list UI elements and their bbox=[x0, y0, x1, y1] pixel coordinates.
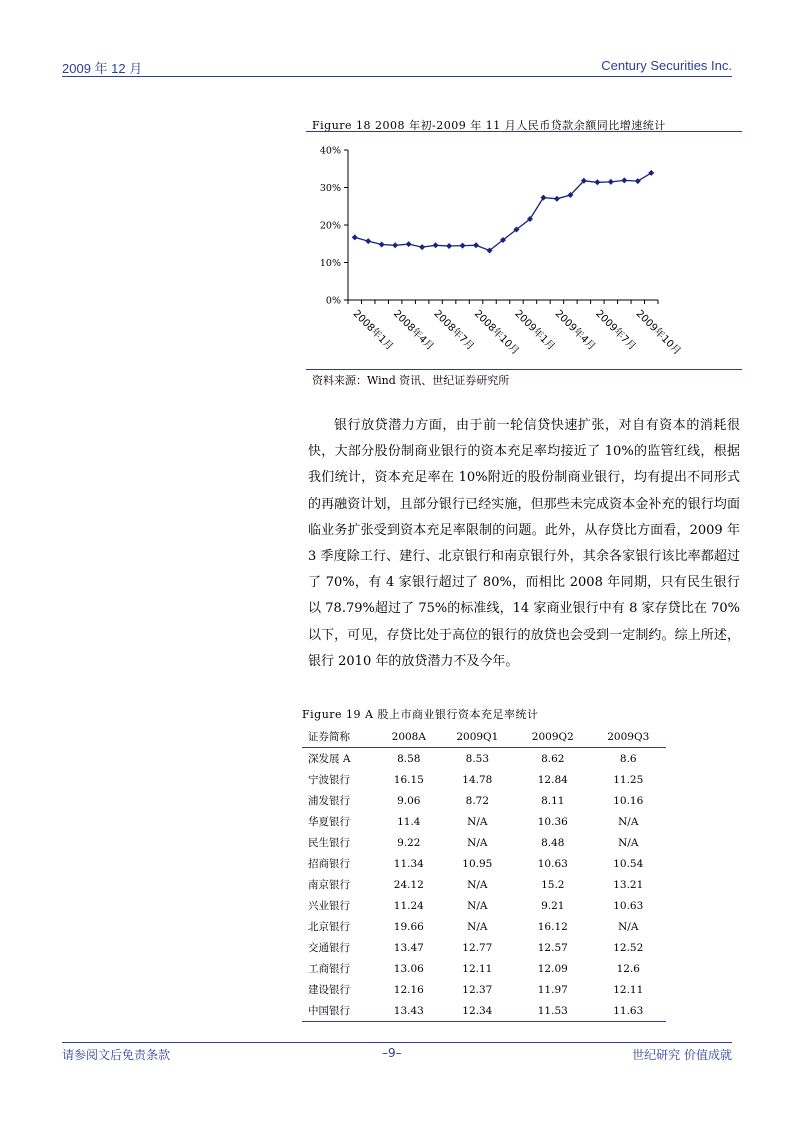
table-cell: 北京银行 bbox=[308, 921, 350, 933]
table-cell: 8.53 bbox=[465, 752, 490, 765]
table-header-cell: 2009Q3 bbox=[591, 726, 666, 748]
table-cell: 南京银行 bbox=[308, 879, 350, 891]
table-cell: N/A bbox=[467, 878, 488, 891]
table-cell: 12.84 bbox=[537, 773, 568, 786]
y-tick-label: 20% bbox=[319, 220, 341, 232]
y-tick-label: 30% bbox=[319, 183, 341, 194]
table-cell: 10.63 bbox=[613, 899, 644, 912]
figure18-title: Figure 18 2008 年初-2009 年 11 月人民币贷款余额同比增速统计 bbox=[312, 119, 666, 132]
table-cell: 12.77 bbox=[462, 941, 493, 954]
table-row bbox=[302, 748, 666, 770]
footer-slogan: 世纪研究 价值成就 bbox=[632, 1048, 732, 1062]
table-cell: 14.78 bbox=[462, 773, 493, 786]
table-cell: 12.09 bbox=[537, 962, 568, 975]
data-point bbox=[621, 177, 627, 183]
table-cell: 12.52 bbox=[613, 941, 644, 954]
table-cell: 11.4 bbox=[397, 815, 421, 828]
figure18-bottom-rule bbox=[306, 369, 742, 370]
data-point bbox=[365, 238, 371, 244]
y-tick-label: 10% bbox=[319, 258, 341, 269]
data-point bbox=[379, 242, 385, 248]
table-cell: 16.15 bbox=[393, 773, 424, 786]
table-cell: 12.34 bbox=[440, 1000, 515, 1022]
x-tick-label: 2009年7月 bbox=[593, 308, 638, 353]
table-cell: 15.2 bbox=[541, 878, 565, 891]
table-cell: 深发展 A bbox=[308, 753, 351, 765]
table-cell: 民生银行 bbox=[308, 837, 350, 849]
table-cell: 10.36 bbox=[537, 815, 568, 828]
table-cell: 10.54 bbox=[613, 857, 644, 870]
table-cell: 11.63 bbox=[591, 1000, 666, 1022]
table-cell: 交通银行 bbox=[308, 942, 350, 954]
page-number: –9– bbox=[382, 1046, 402, 1060]
table-cell: 11.53 bbox=[515, 1000, 590, 1022]
table-cell: 12.57 bbox=[537, 941, 568, 954]
table-header-row bbox=[302, 726, 666, 748]
table-cell: N/A bbox=[618, 836, 639, 849]
data-point bbox=[473, 242, 479, 248]
table-cell: 8.58 bbox=[397, 752, 421, 765]
table-cell: 12.6 bbox=[616, 962, 640, 975]
table-cell: 9.21 bbox=[541, 899, 565, 912]
table-cell: 8.72 bbox=[465, 794, 490, 807]
table-cell: 11.97 bbox=[537, 983, 568, 996]
table-row bbox=[302, 832, 666, 853]
table-cell: 华夏银行 bbox=[308, 816, 350, 828]
table-header-cell: 证券简称 bbox=[302, 726, 378, 748]
header-divider bbox=[62, 76, 732, 77]
data-point bbox=[594, 179, 600, 185]
data-point bbox=[635, 178, 641, 184]
table-cell: 16.12 bbox=[537, 920, 568, 933]
table-row bbox=[302, 853, 666, 874]
table-cell: 9.06 bbox=[397, 794, 421, 807]
table-row bbox=[302, 790, 666, 811]
data-point bbox=[460, 243, 466, 249]
table-cell: 19.66 bbox=[393, 920, 424, 933]
table-cell: N/A bbox=[467, 920, 488, 933]
table-row bbox=[302, 874, 666, 895]
table-cell: 8.62 bbox=[541, 752, 565, 765]
table-header-cell: 2008A bbox=[378, 726, 440, 748]
table-cell: 8.6 bbox=[619, 752, 637, 765]
table-cell: 宁波银行 bbox=[308, 774, 350, 786]
table-cell: N/A bbox=[618, 920, 639, 933]
table-cell: N/A bbox=[467, 815, 488, 828]
table-cell: 10.63 bbox=[537, 857, 568, 870]
x-tick-label: 2008年7月 bbox=[431, 308, 476, 353]
data-point bbox=[446, 243, 452, 249]
table-cell: 8.11 bbox=[541, 794, 565, 807]
table-cell: 浦发银行 bbox=[308, 795, 350, 807]
table-cell: 12.16 bbox=[393, 983, 424, 996]
data-point bbox=[352, 234, 358, 240]
data-point bbox=[433, 242, 439, 248]
x-tick-label: 2008年1月 bbox=[350, 308, 396, 353]
table-row bbox=[302, 979, 666, 1000]
body-paragraph: 银行放贷潜力方面，由于前一轮信贷快速扩张，对自有资本的消耗很快，大部分股份制商业银行的资本充足率均接近了 10%的监管红线，根据我们统计，资本充足率在 10%附近的股份制商业银行，均有提出不同形式的再融资计划，且部分银行已经实施，但那些未完成资本金补充的银行均面临业务扩张受到资本充足率限制的问题。此外，从存贷比方面看，2009 年 3 季度除工行、建行、北京银行和南京银行外，其余各家银行该比率都超过了 70%，有 4 家银行超过了 80%，而相比 2008 年同期，只有民生银行以 78.79%超过了 75%的标准线，14 家商业银行中有 8 家存贷比在 70%以下，可见，存贷比处于高位的银行的放贷也会受到一定制约。综上所述，银行 2010 年的放贷潜力不及今年。 bbox=[308, 418, 740, 669]
footer-divider bbox=[62, 1042, 732, 1043]
x-tick-label: 2008年10月 bbox=[471, 308, 521, 358]
footer-disclaimer: 请参阅文后免责条款 bbox=[62, 1048, 171, 1062]
table-cell: 10.16 bbox=[613, 794, 644, 807]
table-cell: 工商银行 bbox=[308, 963, 350, 975]
table-cell: 13.21 bbox=[613, 878, 644, 891]
data-point bbox=[554, 196, 560, 202]
header-company: Century Securities Inc. bbox=[601, 58, 732, 73]
table-row bbox=[302, 895, 666, 916]
data-point bbox=[392, 242, 398, 248]
x-tick-label: 2008年4月 bbox=[391, 308, 436, 353]
table-cell: 12.11 bbox=[613, 983, 644, 996]
figure19-title: Figure 19 A 股上市商业银行资本充足率统计 bbox=[302, 708, 539, 721]
table-cell: 招商银行 bbox=[308, 858, 350, 870]
table-cell: 12.11 bbox=[462, 962, 493, 975]
table-cell: 13.43 bbox=[378, 1000, 440, 1022]
table-row bbox=[302, 1000, 666, 1022]
table-cell: 中国银行 bbox=[302, 1000, 378, 1022]
figure18-source: 资料来源：Wind 资讯、世纪证券研究所 bbox=[312, 374, 510, 387]
data-point bbox=[419, 244, 425, 250]
table-cell: 9.22 bbox=[397, 836, 421, 849]
header-date: 2009 年 12 月 bbox=[62, 61, 143, 76]
table-cell: 24.12 bbox=[393, 878, 424, 891]
table-row bbox=[302, 811, 666, 832]
table-cell: N/A bbox=[618, 815, 639, 828]
data-point bbox=[608, 179, 614, 185]
x-tick-label: 2009年4月 bbox=[552, 308, 598, 353]
y-tick-label: 40% bbox=[319, 145, 341, 157]
table-cell: 兴业银行 bbox=[308, 900, 350, 912]
table-cell: 11.34 bbox=[393, 857, 424, 870]
table-cell: 13.06 bbox=[393, 962, 424, 975]
capital-adequacy-table bbox=[302, 726, 666, 1022]
table-cell: 11.24 bbox=[393, 899, 424, 912]
table-cell: 8.48 bbox=[541, 836, 565, 849]
table-row bbox=[302, 916, 666, 937]
table-cell: 12.37 bbox=[462, 983, 493, 996]
y-tick-label: 0% bbox=[325, 295, 341, 307]
loan-growth-line-chart bbox=[312, 138, 732, 368]
table-header-cell: 2009Q1 bbox=[440, 726, 515, 748]
table-cell: 11.25 bbox=[613, 773, 644, 786]
table-header-cell: 2009Q2 bbox=[515, 726, 590, 748]
x-tick-label: 2009年1月 bbox=[512, 308, 557, 353]
table-row bbox=[302, 937, 666, 958]
figure18-top-rule bbox=[306, 131, 742, 132]
table-row bbox=[302, 958, 666, 979]
table-cell: N/A bbox=[467, 899, 488, 912]
table-cell: 建设银行 bbox=[308, 984, 350, 996]
x-tick-label: 2009年10月 bbox=[633, 308, 683, 358]
table-cell: 10.95 bbox=[462, 857, 493, 870]
data-point bbox=[648, 170, 654, 176]
table-cell: 13.47 bbox=[393, 941, 424, 954]
data-point bbox=[406, 241, 412, 247]
table-row bbox=[302, 769, 666, 790]
table-cell: N/A bbox=[467, 836, 488, 849]
